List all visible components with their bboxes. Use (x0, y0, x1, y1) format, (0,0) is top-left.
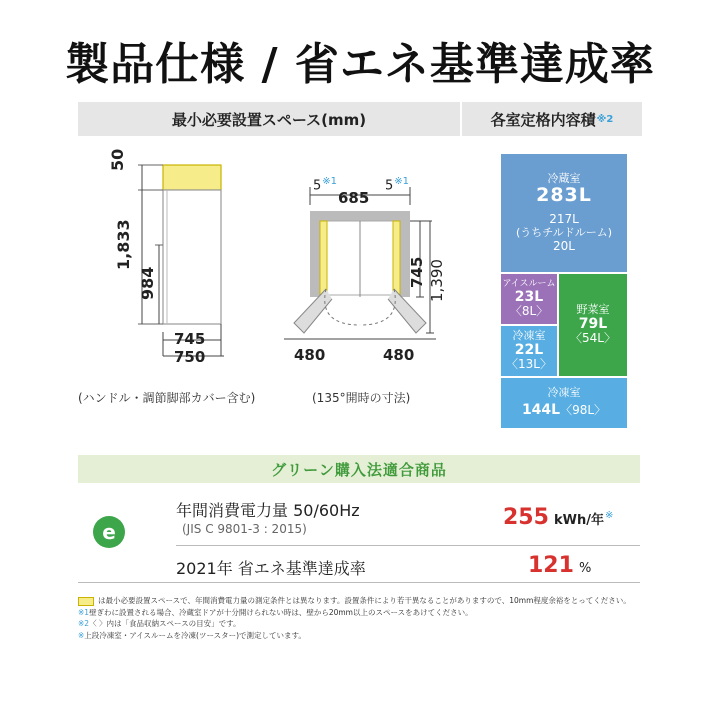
freezer-small-volume: 22L (514, 342, 544, 359)
veg-sub: 〈54L〉 (570, 331, 616, 346)
efficiency-label: 2021年 省エネ基準達成率 (176, 559, 366, 578)
note-3: ※上段冷凍室・アイスルームを冷凍(ツースター)で測定しています。 (78, 630, 306, 640)
efficiency-unit: % (579, 561, 592, 576)
jis-standard: (JIS C 9801-3 : 2015) (182, 522, 307, 536)
dim-width: 685 (338, 189, 370, 207)
fridge-name: 冷蔵室 (547, 171, 581, 185)
veg-name: 野菜室 (576, 302, 610, 316)
note-1: ※1壁ぎわに設置される場合、冷蔵室ドアが十分開けられない時は、壁から20mm以上のスペースをあけてください。 (78, 607, 473, 617)
chilled-room-label: うちチルドルーム (520, 225, 608, 239)
dim-depth2: 750 (174, 348, 206, 366)
annual-power-unit: kWh/年 (554, 513, 605, 528)
fridge-sub-volume: 217L (549, 212, 579, 227)
caption-right: (135°開時の寸法) (312, 391, 411, 405)
eco-e-badge-icon (92, 515, 126, 549)
eco-badge-letter: e (102, 520, 116, 544)
dim-open-depth: 1,390 (428, 259, 446, 302)
gap-left-label (313, 176, 337, 193)
compartment-ice (500, 273, 558, 325)
green-purchase-header: グリーン購入法適合商品 (78, 455, 640, 483)
freezer-small-sub: 〈13L〉 (506, 357, 552, 372)
note-highlight: は最小必要設置スペースで、年間消費電力量の測定条件とは異なります。設置条件により若干異なることがありますので、10mm程度余裕をとってください。 (78, 595, 648, 607)
space-header: 最小必要設置スペース(mm) (78, 102, 460, 136)
dim-plan-depth: 745 (408, 256, 426, 288)
dim-lower-height: 984 (138, 266, 157, 300)
dim-top-clearance: 50 (108, 148, 127, 171)
freezer-large-values (522, 400, 606, 418)
highlight-legend-swatch (78, 597, 94, 606)
dim-total-height: 1,833 (114, 219, 133, 270)
freezer-small-name: 冷凍室 (512, 328, 546, 342)
section-divider (78, 582, 640, 583)
note-2: ※2〈 〉内は「食品収納スペースの目安」です。 (78, 619, 241, 629)
ice-sub: 〈8L〉 (509, 304, 549, 319)
fridge-side-outline (163, 190, 221, 324)
freezer-large-sub: 〈98L〉 (560, 403, 607, 418)
annual-power-value-group (503, 505, 613, 530)
wall-left (310, 211, 320, 297)
caption-left: (ハンドル・調節脚部カバー含む) (78, 391, 256, 405)
footnotes (78, 595, 648, 642)
efficiency-value-group (528, 553, 591, 578)
top-clearance-box (163, 165, 221, 190)
compartment-freezer-large (500, 377, 628, 429)
freezer-large-name: 冷凍室 (547, 386, 581, 400)
ice-name: アイスルーム (502, 278, 556, 289)
chilled-room-name: (うちチルドルーム) (515, 225, 613, 239)
dim-gap-left: 5 (313, 178, 322, 194)
dim-gap-right: 5 (385, 178, 394, 194)
page-title: 製品仕様 / 省エネ基準達成率 (65, 39, 655, 90)
efficiency-value: 121 (528, 553, 574, 578)
ice-volume: 23L (514, 289, 544, 306)
freezer-large-volume: 144L (521, 402, 561, 419)
wall-back (310, 211, 410, 221)
dim-door-right: 480 (383, 346, 415, 364)
dim-depth1: 745 (174, 330, 206, 348)
veg-volume: 79L (578, 316, 608, 333)
fridge-volume: 283L (536, 184, 592, 207)
gap-left-mark: ※1 (322, 176, 338, 187)
annual-power-value: 255 (503, 505, 549, 530)
capacity-header (462, 102, 642, 136)
compartment-freezer-small (500, 325, 558, 377)
dim-door-left: 480 (294, 346, 326, 364)
gap-right-label (385, 176, 409, 193)
annual-power-label: 年間消費電力量 50/60Hz (176, 501, 360, 520)
gap-right-mark: ※1 (394, 176, 410, 187)
row-divider (176, 545, 640, 546)
capacity-note-mark: ※2 (596, 113, 614, 125)
capacity-header-label: 各室定格内容積 (490, 110, 596, 129)
compartment-vegetable (558, 273, 628, 377)
annual-power-mark: ※ (605, 509, 614, 521)
compartment-fridge (500, 153, 628, 273)
chilled-room-volume: 20L (553, 238, 575, 253)
